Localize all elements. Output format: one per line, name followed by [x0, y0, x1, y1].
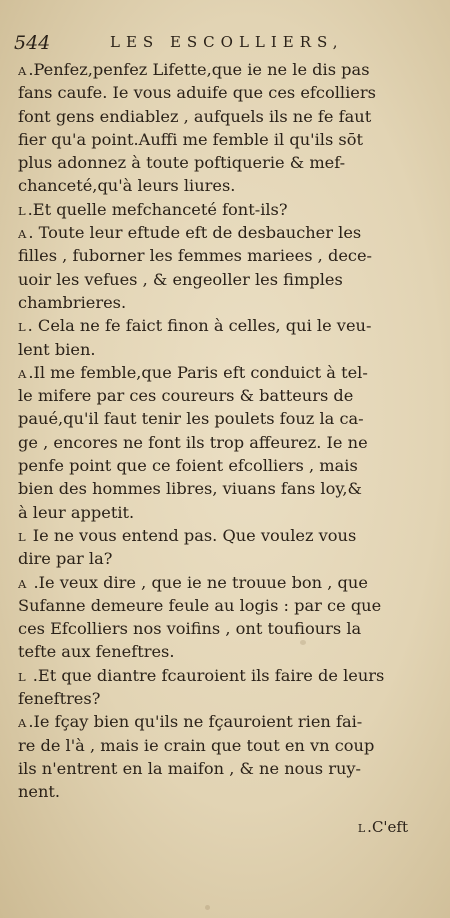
text-line	[18, 571, 410, 594]
line-text: fier qu'a point.Auffi me femble il qu'ils sōt	[18, 129, 363, 149]
speaker-label: L	[18, 529, 27, 544]
line-text: fans caufe. Ie vous aduife que ces efcolliers	[18, 83, 376, 103]
line-text: nent.	[18, 782, 61, 802]
text-line	[18, 477, 410, 500]
text-line	[18, 780, 410, 803]
catchword-text: .C'eft	[367, 818, 408, 836]
line-text: re de l'à , mais ie crain que tout en vn coup	[18, 735, 375, 755]
text-line	[18, 268, 410, 291]
line-text: Sufanne demeure feule au logis : par ce que	[18, 595, 382, 615]
text-line	[18, 687, 410, 710]
text-line	[18, 291, 410, 314]
text-line	[18, 524, 410, 547]
line-text: .Il me femble,que Paris eft conduict à tel-	[28, 362, 368, 382]
text-line	[18, 501, 410, 524]
line-text: . Cela ne fe faict finon à celles, qui le veu-	[27, 316, 372, 336]
text-line	[18, 734, 410, 757]
line-text: .Ie veux dire , que ie ne trouue bon , que	[28, 572, 368, 592]
speaker-label: L	[18, 320, 27, 335]
text-line	[18, 221, 410, 244]
running-title: LES ESCOLLIERS,	[110, 33, 344, 51]
text-line	[18, 361, 410, 384]
line-text: tefte aux feneftres.	[18, 642, 175, 662]
text-line	[18, 244, 410, 267]
catchword	[358, 818, 408, 836]
line-text: . Toute leur eftude eft de desbaucher les	[28, 223, 362, 243]
line-text: paué,qu'il faut tenir les poulets fouz la ca-	[18, 409, 364, 429]
text-line	[18, 431, 410, 454]
line-text: dire par la?	[18, 549, 113, 569]
text-line	[18, 617, 410, 640]
speaker-label: A	[18, 576, 28, 591]
speaker-label: A	[18, 227, 28, 242]
line-text: Ie ne vous entend pas. Que voulez vous	[27, 525, 357, 545]
text-line	[18, 174, 410, 197]
text-line	[18, 710, 410, 733]
line-text: chanceté,qu'à leurs liures.	[18, 176, 236, 196]
line-text: .Ie fçay bien qu'ils ne fçauroient rien fai-	[28, 712, 363, 732]
text-line	[18, 454, 410, 477]
line-text: chambrieres.	[18, 292, 127, 312]
text-line	[18, 151, 410, 174]
text-line	[18, 407, 410, 430]
text-line	[18, 547, 410, 570]
line-text: ils n'entrent en la maifon , & ne nous ruy-	[18, 758, 362, 778]
speaker-label: L	[18, 203, 27, 218]
line-text: feneftres?	[18, 689, 101, 709]
text-line	[18, 594, 410, 617]
text-line	[18, 128, 410, 151]
text-line	[18, 58, 410, 81]
page-number: 544	[14, 32, 51, 54]
text-line	[18, 314, 410, 337]
text-line	[18, 198, 410, 221]
text-line	[18, 757, 410, 780]
dialogue-text	[18, 58, 410, 804]
line-text: uoir les vefues , & engeoller les fimples	[18, 269, 343, 289]
line-text: le mifere par ces coureurs & batteurs de	[18, 386, 354, 406]
line-text: ces Efcolliers nos voifins , ont toufiours la	[18, 619, 362, 639]
speaker-label: L	[18, 669, 27, 684]
text-line	[18, 338, 410, 361]
line-text: plus adonnez à toute poftiquerie & mef-	[18, 153, 346, 173]
catchword-speaker: L	[357, 822, 367, 835]
text-line	[18, 81, 410, 104]
speaker-label: A	[18, 716, 28, 731]
line-text: ge , encores ne font ils trop affeurez. Ie ne	[18, 432, 368, 452]
text-line	[18, 664, 410, 687]
line-text: filles , fuborner les femmes mariees , dece-	[18, 246, 373, 266]
text-line	[18, 640, 410, 663]
line-text: font gens endiablez , aufquels ils ne fe faut	[18, 106, 372, 126]
line-text: à leur appetit.	[18, 502, 135, 522]
text-line	[18, 105, 410, 128]
line-text: .Penfez,penfez Lifette,que ie ne le dis pas	[28, 60, 370, 79]
text-line	[18, 384, 410, 407]
page-header	[14, 30, 414, 60]
speaker-label: A	[18, 64, 28, 78]
line-text: penfe point que ce foient efcolliers , mais	[18, 456, 358, 476]
speaker-label: A	[18, 366, 28, 381]
line-text: .Et que diantre fcauroient ils faire de leurs	[27, 665, 385, 685]
line-text: lent bien.	[18, 339, 96, 359]
line-text: .Et quelle mefchanceté font-ils?	[27, 199, 288, 219]
paper-stain	[205, 905, 210, 910]
line-text: bien des hommes libres, viuans fans loy,&	[18, 479, 362, 499]
